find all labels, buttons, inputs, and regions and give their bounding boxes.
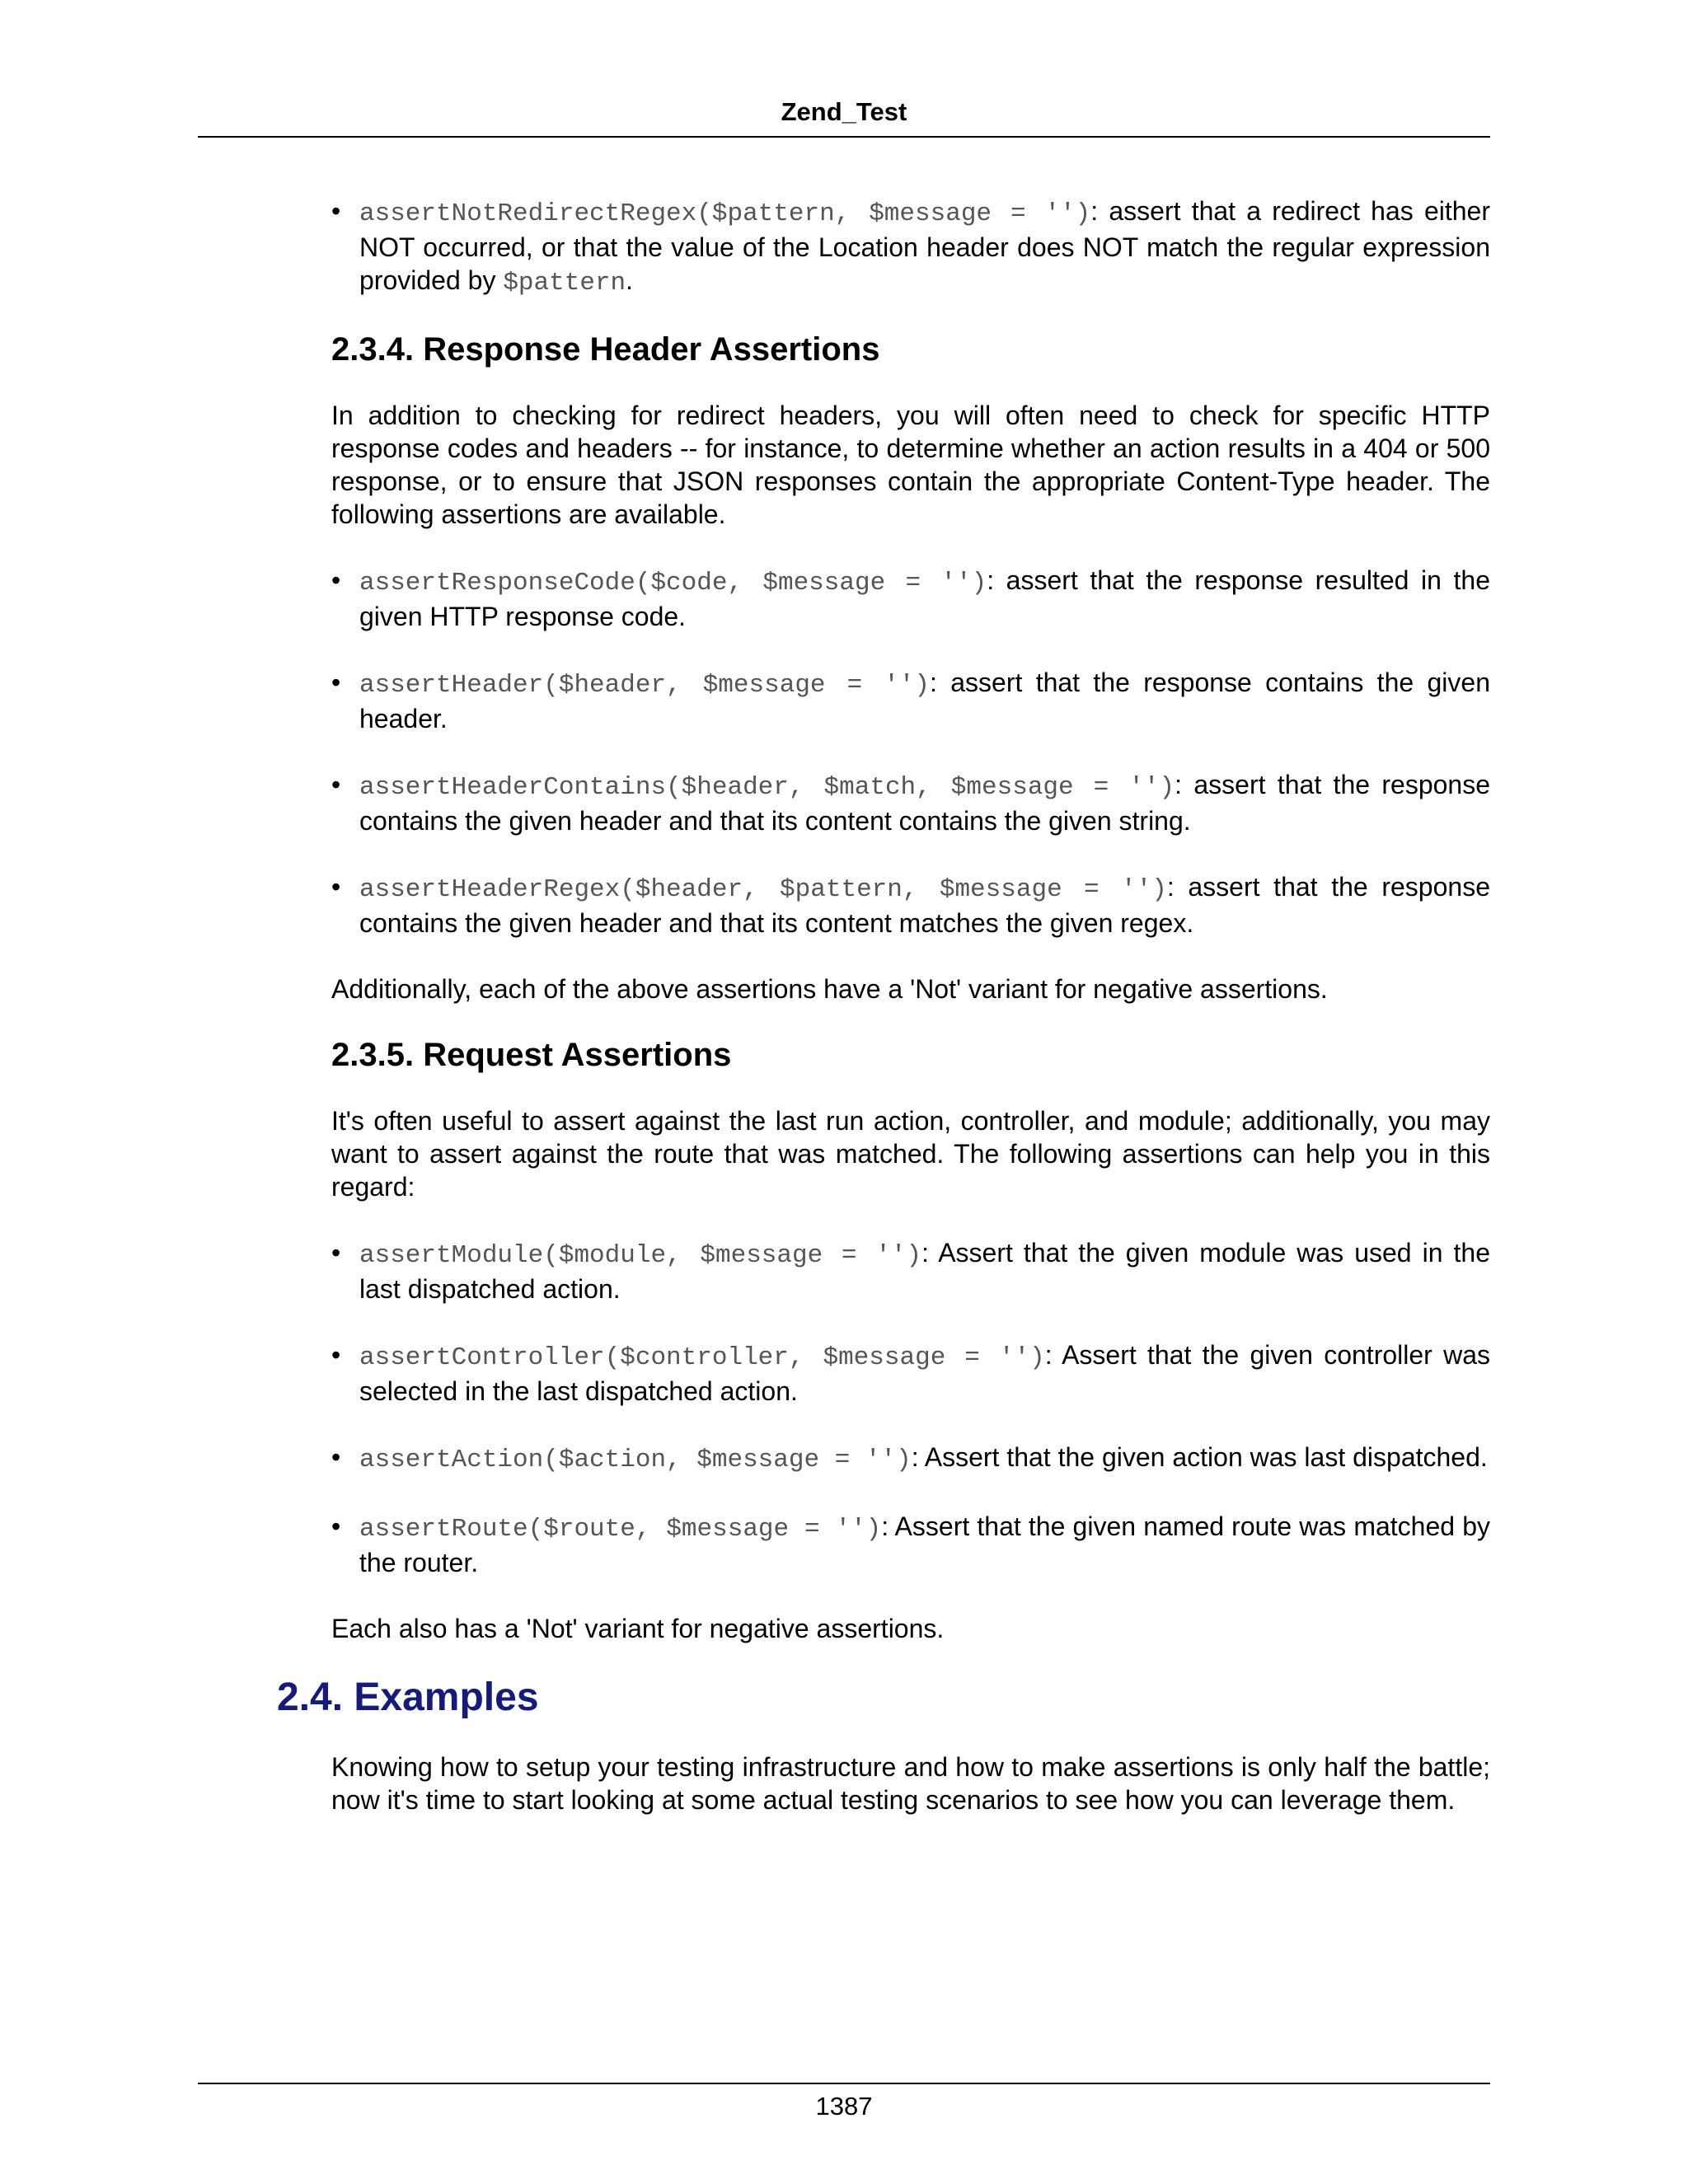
- method-signature: assertRoute($route, $message = ''): [359, 1515, 882, 1544]
- list-item-assert-route: [331, 1510, 1490, 1579]
- list-item-assert-header-contains: [331, 768, 1490, 837]
- method-description: : Assert that the given controller was selected in the last dispatched action.: [359, 1340, 1490, 1406]
- bullet-icon: •: [331, 565, 341, 595]
- bullet-icon: •: [331, 1340, 341, 1370]
- section-heading-request-assertions: 2.3.5. Request Assertions: [331, 1037, 732, 1073]
- method-signature: assertNotRedirectRegex($pattern, $message = ''): [359, 199, 1091, 228]
- list-item-assert-header-regex: [331, 870, 1490, 940]
- section-outro-paragraph: Additionally, each of the above assertions have a 'Not' variant for negative assertions.: [331, 974, 1328, 1004]
- list-item-assert-module: [331, 1236, 1490, 1305]
- page-content: [277, 194, 1491, 1816]
- header-divider: [198, 136, 1490, 138]
- bullet-icon: •: [331, 770, 341, 799]
- list-item-assert-not-redirect-regex: [331, 194, 1490, 300]
- section-heading-examples: 2.4. Examples: [277, 1675, 539, 1719]
- bullet-icon: •: [331, 872, 341, 902]
- list-item-assert-header: [331, 666, 1490, 735]
- method-signature: assertController($controller, $message = ''): [359, 1343, 1045, 1372]
- bullet-icon: •: [331, 1238, 341, 1268]
- page-number: 1387: [815, 2092, 873, 2121]
- list-item-assert-action: [331, 1441, 1490, 1477]
- method-description: : assert that the response resulted in the given HTTP response code.: [359, 565, 1490, 631]
- method-description: : assert that the response contains the given header and that its content contains the given string.: [359, 770, 1491, 836]
- section-intro-paragraph: In addition to checking for redirect headers, you will often need to check for specific HTTP response codes and headers -- for instance, to determine whether an action results in a 404 or 500 response, or to ensure that JSON responses contain the appropriate Content-Type header. The following assertions are available.: [331, 401, 1490, 529]
- section-intro-paragraph: It's often useful to assert against the last run action, controller, and module; additionally, you may want to assert against the route that was matched. The following assertions can help you in this regard:: [331, 1106, 1490, 1202]
- method-description: : assert that a redirect has either NOT occurred, or that the value of the Location header does NOT match the regular expression provided by: [359, 196, 1491, 295]
- section-outro-paragraph: Each also has a 'Not' variant for negative assertions.: [331, 1614, 945, 1643]
- footer-divider: [198, 2083, 1490, 2084]
- sentence-end: .: [626, 265, 634, 295]
- method-description: : Assert that the given action was last dispatched.: [911, 1442, 1488, 1472]
- method-signature: assertHeaderContains($header, $match, $message = ''): [359, 773, 1175, 802]
- bullet-icon: •: [331, 1511, 341, 1541]
- method-description: : Assert that the given named route was matched by the router.: [359, 1511, 1490, 1577]
- section-intro-paragraph: Knowing how to setup your testing infrastructure and how to make assertions is only half the battle; now it's time to start looking at some actual testing scenarios to see how you can leverage them.: [331, 1752, 1490, 1815]
- list-item-assert-controller: [331, 1338, 1490, 1408]
- list-item-assert-response-code: [331, 564, 1490, 633]
- method-signature: assertHeaderRegex($header, $pattern, $message = ''): [359, 875, 1167, 904]
- bullet-icon: •: [331, 196, 341, 226]
- method-signature: assertResponseCode($code, $message = ''): [359, 569, 987, 598]
- bullet-icon: •: [331, 668, 341, 697]
- method-description: : Assert that the given module was used in the last dispatched action.: [359, 1238, 1490, 1304]
- section-heading-response-header-assertions: 2.3.4. Response Header Assertions: [331, 331, 880, 368]
- method-description: : assert that the response contains the given header.: [359, 668, 1490, 733]
- method-description: : assert that the response contains the given header and that its content matches the given regex.: [359, 872, 1490, 938]
- bullet-icon: •: [331, 1442, 341, 1472]
- method-signature: assertAction($action, $message = ''): [359, 1446, 912, 1474]
- method-signature: assertHeader($header, $message = ''): [359, 671, 931, 700]
- inline-code: $pattern: [503, 269, 626, 298]
- page-header-title: Zend_Test: [781, 97, 907, 126]
- method-signature: assertModule($module, $message = ''): [359, 1241, 922, 1270]
